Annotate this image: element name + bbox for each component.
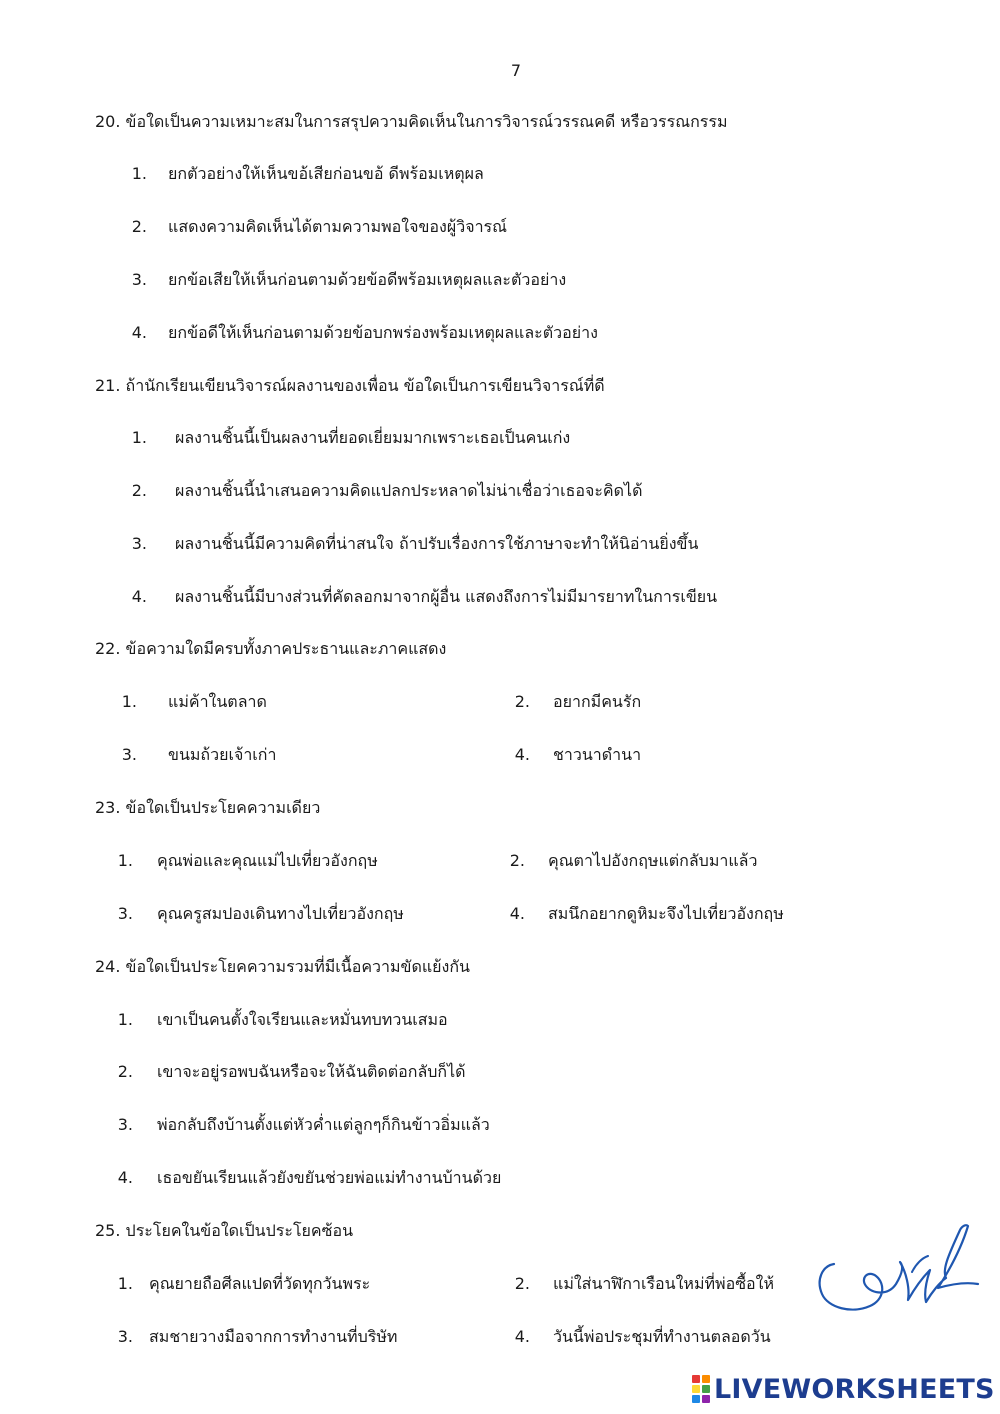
option-number: 4. bbox=[509, 904, 525, 923]
option-text: แม่ใส่นาฬิกาเรือนใหม่ที่พ่อซื้อให้ bbox=[553, 1274, 775, 1293]
option-text: ยกตัวอย่างให้เห็นขอ้เสียก่อนขอ้ ดีพร้อมเหตุผล bbox=[168, 164, 484, 183]
option-text: เขาจะอยู่รอพบฉันหรือจะให้ฉันติดต่อกลับก็ได้ bbox=[157, 1062, 466, 1081]
option-text: สมชายวางมือจากการทำงานที่บริษัท bbox=[149, 1327, 398, 1346]
option-number: 3. bbox=[131, 270, 147, 289]
option-number: 1. bbox=[131, 164, 147, 183]
option-text: เธอขยันเรียนแล้วยังขยันช่วยพ่อแม่ทำงานบ้านด้วย bbox=[157, 1168, 502, 1187]
option-text: คุณพ่อและคุณแม่ไปเที่ยวอังกฤษ bbox=[157, 851, 378, 870]
option-text: ยกข้อเสียให้เห็นก่อนตามด้วยข้อดีพร้อมเหตุผลและตัวอย่าง bbox=[168, 270, 567, 289]
option-text: ผลงานชิ้นนี้มีบางส่วนที่คัดลอกมาจากผู้อื่น แสดงถึงการไม่มีมารยาทในการเขียน bbox=[175, 587, 718, 606]
option-number: 3. bbox=[131, 534, 147, 553]
liveworksheets-logo bbox=[692, 1374, 995, 1404]
option-number: 4. bbox=[131, 587, 147, 606]
logo-square bbox=[702, 1385, 710, 1393]
option-number: 3. bbox=[121, 745, 137, 764]
question-22: 22. ข้อความใดมีครบทั้งภาคประธานและภาคแสดง bbox=[95, 639, 447, 658]
question-20: 20. ข้อใดเป็นความเหมาะสมในการสรุปความคิดเห็นในการวิจารณ์วรรณคดี หรือวรรณกรรม bbox=[95, 112, 728, 131]
question-25: 25. ประโยคในข้อใดเป็นประโยคซ้อน bbox=[95, 1221, 354, 1240]
option-text: ผลงานชิ้นนี้เป็นผลงานที่ยอดเยี่ยมมากเพราะเธอเป็นคนเก่ง bbox=[175, 428, 571, 447]
option-number: 1. bbox=[121, 692, 137, 711]
option-text: ชาวนาดำนา bbox=[553, 745, 642, 764]
logo-square bbox=[692, 1385, 700, 1393]
option-text: พ่อกลับถึงบ้านตั้งแต่หัวค่ำแต่ลูกๆก็กินข้าวอิ่มแล้ว bbox=[157, 1115, 490, 1134]
logo-square bbox=[702, 1395, 710, 1403]
option-text: สมนึกอยากดูหิมะจึงไปเที่ยวอังกฤษ bbox=[548, 904, 784, 923]
option-number: 2. bbox=[514, 692, 530, 711]
option-text: เขาเป็นคนตั้งใจเรียนและหมั่นทบทวนเสมอ bbox=[157, 1010, 448, 1029]
logo-square bbox=[692, 1375, 700, 1383]
option-text: คุณยายถือศีลแปดที่วัดทุกวันพระ bbox=[149, 1274, 371, 1293]
option-text: คุณครูสมปองเดินทางไปเที่ยวอังกฤษ bbox=[157, 904, 404, 923]
option-number: 4. bbox=[514, 1327, 530, 1346]
option-number: 1. bbox=[117, 1274, 133, 1293]
signature-image bbox=[812, 1222, 980, 1324]
question-24: 24. ข้อใดเป็นประโยคความรวมที่มีเนื้อความขัดแย้งกัน bbox=[95, 957, 470, 976]
option-number: 4. bbox=[514, 745, 530, 764]
option-number: 2. bbox=[117, 1062, 133, 1081]
option-number: 3. bbox=[117, 904, 133, 923]
option-text: ยกข้อดีให้เห็นก่อนตามด้วยข้อบกพร่องพร้อมเหตุผลและตัวอย่าง bbox=[168, 323, 598, 342]
option-number: 4. bbox=[117, 1168, 133, 1187]
option-text: ผลงานชิ้นนี้นำเสนอความคิดแปลกประหลาดไม่น่าเชื่อว่าเธอจะคิดได้ bbox=[175, 481, 643, 500]
option-number: 2. bbox=[509, 851, 525, 870]
option-text: ขนมถ้วยเจ้าเก่า bbox=[168, 745, 277, 764]
option-number: 3. bbox=[117, 1327, 133, 1346]
option-number: 2. bbox=[131, 217, 147, 236]
option-number: 2. bbox=[514, 1274, 530, 1293]
option-number: 2. bbox=[131, 481, 147, 500]
option-number: 1. bbox=[117, 1010, 133, 1029]
option-number: 3. bbox=[117, 1115, 133, 1134]
question-23: 23. ข้อใดเป็นประโยคความเดียว bbox=[95, 798, 321, 817]
option-text: อยากมีคนรัก bbox=[553, 692, 642, 711]
option-text: แสดงความคิดเห็นได้ตามความพอใจของผู้วิจารณ์ bbox=[168, 217, 507, 236]
option-text: คุณตาไปอังกฤษแต่กลับมาแล้ว bbox=[548, 851, 758, 870]
logo-text: LIVEWORKSHEETS bbox=[714, 1373, 995, 1405]
logo-mark-icon bbox=[692, 1375, 710, 1403]
option-text: แม่ค้าในตลาด bbox=[168, 692, 267, 711]
option-text: ผลงานชิ้นนี้มีความคิดที่น่าสนใจ ถ้าปรับเรื่องการใช้ภาษาจะทำให้นิอ่านยิ่งขึ้น bbox=[175, 534, 699, 553]
option-number: 1. bbox=[117, 851, 133, 870]
option-number: 4. bbox=[131, 323, 147, 342]
logo-square bbox=[692, 1395, 700, 1403]
option-number: 1. bbox=[131, 428, 147, 447]
logo-square bbox=[702, 1375, 710, 1383]
page-number: 7 bbox=[510, 61, 522, 80]
question-21: 21. ถ้านักเรียนเขียนวิจารณ์ผลงานของเพื่อน ข้อใดเป็นการเขียนวิจารณ์ที่ดี bbox=[95, 376, 605, 395]
option-text: วันนี้พ่อประชุมที่ทำงานตลอดวัน bbox=[553, 1327, 771, 1346]
